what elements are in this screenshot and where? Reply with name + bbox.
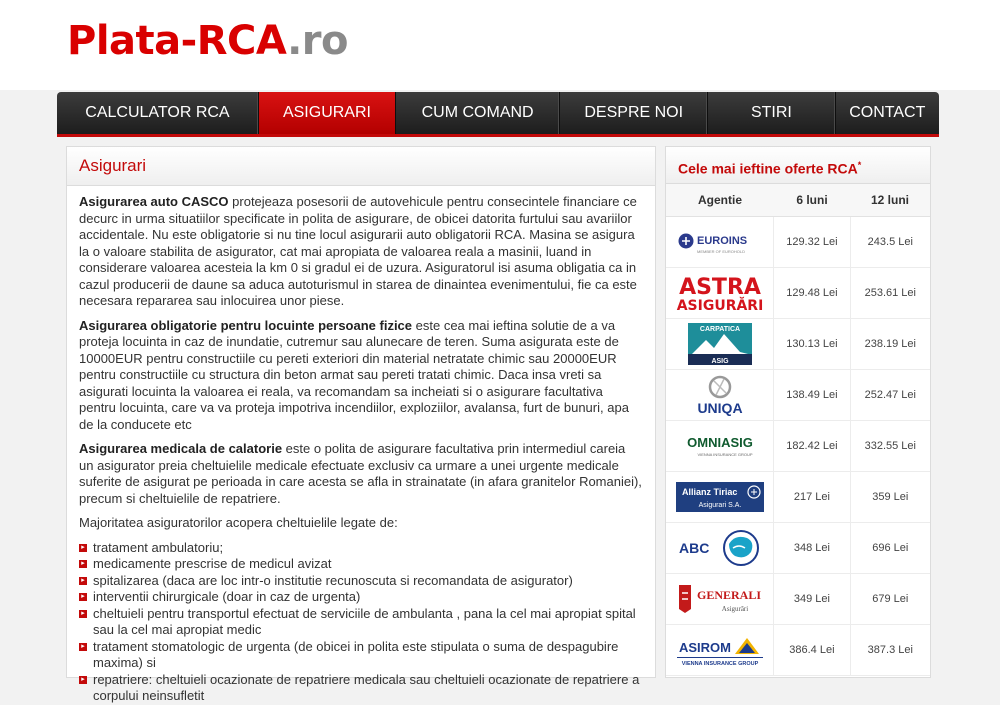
list-item-text: spitalizarea (daca are loc intr-o institutie recunoscuta si recomandata de asigurator)	[93, 572, 573, 588]
generali-logo[interactable]	[675, 578, 765, 620]
bullet-arrow-icon: ▸	[79, 577, 87, 585]
list-item	[79, 672, 643, 705]
col-6-luni-header: 6 luni	[796, 193, 828, 207]
page-title: Asigurari	[67, 147, 655, 186]
astra-logo-text: ASTRA	[678, 275, 761, 300]
price-12-luni: 696 Lei	[872, 542, 909, 554]
carpatica-logo-sub: ASIG	[711, 358, 729, 365]
carpatica-logo-text: CARPATICA	[699, 326, 740, 333]
list-item	[79, 556, 643, 573]
paragraph-medicala	[79, 441, 643, 507]
nav-despre-noi[interactable]: DESPRE NOI	[560, 92, 708, 134]
price-6-luni: 129.48 Lei	[774, 268, 850, 318]
bullet-arrow-icon: ▸	[79, 643, 87, 651]
list-item	[79, 589, 643, 606]
allianz-tiriac-logo[interactable]	[675, 476, 765, 518]
allianz-logo-sub: Asigurari S.A.	[698, 502, 741, 509]
agent-cell	[666, 370, 774, 420]
list-item	[79, 639, 643, 672]
locuinte-text: este cea mai ieftina solutie de a va proteja locuinta in caz de inundatie, cutremur sau alunecare de teren. Suma asigurata este de 10000EUR pentru constructiile cu pereti exteriori din material netratate chimic sau 20000EUR pentru constructiile cu structura din beton armat sau pereti tratati chimic. Daca insa vreti sa asigurati locuinta la valoarea ei reala, va recomandam sa incheiati si o asigurare facultativa pentru locuinta, care va va proteja impotriva incendiilor, exploziilor, avalansa, furt de bunuri, apa de la conducete etc	[79, 317, 629, 432]
list-item-text: medicamente prescrise de medicul avizat	[93, 556, 332, 571]
price-6-luni: 130.13 Lei	[774, 319, 850, 369]
list-item	[79, 573, 643, 590]
table-row[interactable]	[666, 421, 930, 472]
offers-table-header	[666, 184, 930, 217]
table-row[interactable]	[666, 268, 930, 319]
bullet-arrow-icon: ▸	[79, 610, 87, 618]
price-12-luni: 387.3 Lei	[867, 644, 913, 656]
price-6-luni: 349 Lei	[774, 574, 850, 624]
price-12-luni: 253.61 Lei	[864, 287, 916, 299]
locuinte-heading: Asigurarea obligatorie pentru locuinte persoane fizice	[79, 317, 413, 333]
bullet-arrow-icon: ▸	[79, 676, 87, 684]
list-item-text: tratament stomatologic de urgenta (de obicei in polita este stipulata o suma de despagubire maxima) si	[93, 638, 619, 670]
casco-text: protejeaza posesorii de autovehicule pentru consecintele financiare ce decurc in urma situatiilor specificate in polita de asigurare, de obicei datorita furtului sau avariilor accidentale. Nu este obligatorie si nu tine locul asigurarii auto obligatorii RCA. Masina se asigura la o valoare stabilita de asigurator, cat mai apropiata de valoarea reala a masinii, luand in considerare valoarea acesteia la km 0 si gradul ei de uzura. Asiguratorul isi asuma obligatia ca in cazul producerii de daune sa aduca autoturismul in starea de dinaintea evenimentului, fie ca este necesara repararea sau inlocuirea unor piese.	[79, 194, 637, 308]
agent-cell	[666, 319, 774, 369]
agent-cell	[666, 523, 774, 573]
paragraph-coverage-intro: Majoritatea asiguratorilor acopera cheltuielile legate de:	[79, 515, 398, 530]
paragraph-casco	[79, 194, 643, 310]
bullet-arrow-icon: ▸	[79, 560, 87, 568]
euroins-logo[interactable]	[675, 221, 765, 263]
carpatica-logo[interactable]	[675, 323, 765, 365]
table-row[interactable]	[666, 217, 930, 268]
offers-title-mark: *	[857, 160, 862, 170]
col-agent-header: Agentie	[697, 193, 742, 207]
abc-logo-text: ABC	[678, 540, 709, 556]
offers-title	[666, 147, 930, 184]
table-row[interactable]	[666, 319, 930, 370]
list-item	[79, 540, 643, 557]
asirom-logo[interactable]	[675, 629, 765, 671]
list-item-text: cheltuieli pentru transportul efectuat de serviciile de ambulanta , pana la cel mai apropiat spital sau la cel mai apropiat medic	[93, 605, 636, 637]
price-6-luni: 129.32 Lei	[774, 217, 850, 267]
offers-title-text: Cele mai ieftine oferte RCA	[678, 160, 858, 177]
astra-logo[interactable]	[675, 272, 765, 314]
casco-heading: Asigurarea auto CASCO	[79, 194, 229, 209]
nav-cum-comand[interactable]: CUM COMAND	[396, 92, 560, 134]
price-6-luni: 348 Lei	[774, 523, 850, 573]
logo-tld: .ro	[287, 18, 348, 64]
price-12-luni: 243.5 Lei	[867, 236, 913, 248]
paragraph-locuinte	[79, 318, 643, 434]
price-6-luni: 138.49 Lei	[774, 370, 850, 420]
price-6-luni: 386.4 Lei	[774, 625, 850, 675]
price-6-luni: 217 Lei	[774, 472, 850, 522]
asirom-logo-text: ASIROM	[678, 640, 731, 655]
price-12-luni: 679 Lei	[872, 593, 909, 605]
price-12-luni: 252.47 Lei	[864, 389, 916, 401]
content-panel	[66, 146, 656, 703]
asirom-logo-sub: VIENNA INSURANCE GROUP	[681, 661, 758, 667]
generali-logo-sub: Asigurări	[721, 605, 748, 613]
logo-main: Plata-RCA	[67, 18, 288, 64]
nav-contact[interactable]: CONTACT	[849, 104, 926, 121]
col-12-luni-header: 12 luni	[870, 193, 909, 207]
medicala-text: este o polita de asigurare facultativa prin intermediul careia un asigurator preia cheltuielile medicale efectuate exclusiv ca urmare a unei urgente medicale suferite de asigurat pe perioada in care acesta se afla in strainatate (in afara granitelor Romaniei), precum si cheltuielile de repatriere.	[79, 441, 642, 506]
list-item-text: repatriere: cheltuieli ocazionate de repatriere medicala sau cheltuieli ocazionate de repatriere a corpului neinsufletit	[93, 671, 640, 703]
medicala-heading: Asigurarea medicala de calatorie	[79, 441, 283, 456]
agent-cell	[666, 268, 774, 318]
euroins-logo-text: EUROINS	[696, 235, 747, 247]
agent-cell	[666, 472, 774, 522]
nav-asigurari[interactable]: ASIGURARI	[259, 92, 396, 134]
table-row[interactable]	[666, 370, 930, 421]
uniqa-logo-text: UNIQA	[697, 400, 743, 416]
allianz-logo-text: Allianz Tiriac	[681, 487, 737, 497]
offers-panel	[665, 146, 931, 678]
euroins-logo-sub: MEMBER OF EUROHOLD	[696, 249, 745, 254]
abc-logo[interactable]	[675, 527, 765, 569]
uniqa-logo[interactable]	[675, 374, 765, 416]
coverage-list	[79, 540, 643, 705]
price-6-luni: 182.42 Lei	[774, 421, 850, 471]
omniasig-logo[interactable]	[675, 425, 765, 467]
astra-logo-sub: ASIGURĂRI	[676, 298, 763, 314]
site-header	[0, 0, 1000, 90]
agent-cell	[666, 217, 774, 267]
list-item-text: tratament ambulatoriu;	[93, 539, 224, 555]
list-item-text: interventii chirurgicale (doar in caz de urgenta)	[93, 589, 361, 604]
nav-calculator-rca[interactable]: CALCULATOR RCA	[57, 92, 259, 134]
list-item	[79, 606, 643, 639]
main-navigation	[57, 92, 939, 137]
price-12-luni: 359 Lei	[872, 491, 909, 503]
site-logo[interactable]	[67, 18, 348, 64]
agent-cell	[666, 625, 774, 675]
omniasig-logo-text: OMNIASIG	[686, 435, 753, 450]
nav-stiri[interactable]: STIRI	[708, 92, 835, 134]
price-12-luni: 332.55 Lei	[864, 440, 916, 452]
content-body	[67, 186, 655, 705]
agent-cell	[666, 574, 774, 624]
table-row[interactable]	[666, 472, 930, 523]
omniasig-logo-sub: VIENNA INSURANCE GROUP	[697, 452, 753, 457]
table-row[interactable]	[666, 523, 930, 574]
bullet-arrow-icon: ▸	[79, 593, 87, 601]
generali-logo-text: GENERALI	[696, 588, 761, 602]
table-row[interactable]	[666, 574, 930, 625]
table-row[interactable]	[666, 625, 930, 676]
agent-cell	[666, 421, 774, 471]
bullet-arrow-icon: ▸	[79, 544, 87, 552]
price-12-luni: 238.19 Lei	[864, 338, 916, 350]
